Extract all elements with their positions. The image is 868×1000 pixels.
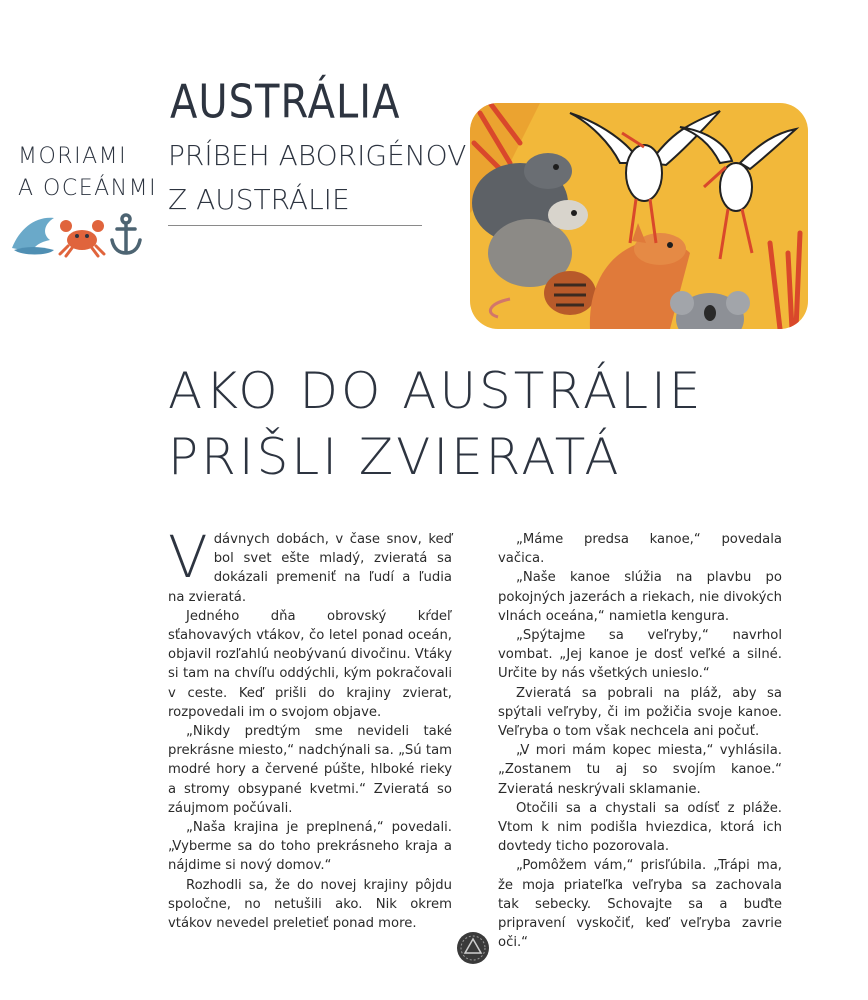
header-divider xyxy=(168,225,422,226)
anchor-icon xyxy=(112,215,140,253)
story-column-left xyxy=(168,523,452,933)
series-label-line-1: MORIAMI xyxy=(18,144,128,169)
story-paragraph-text: dávnych dobách, v čase snov, keď bol svet ešte mladý, zvieratá sa dokázali premeniť na ľudí a ľudia na zvieratá. xyxy=(168,532,452,605)
series-label-line-2: A OCEÁNMI xyxy=(18,176,158,201)
story-paragraph xyxy=(168,523,452,607)
story-paragraph: Zvieratá sa pobrali na pláž, aby sa spýtali veľryby, či im požičia svoje kanoe. Veľryba o tom však nechcela ani počuť. xyxy=(498,685,782,740)
wave-icon xyxy=(12,218,54,255)
story-column-right xyxy=(498,530,782,952)
story-paragraph: Jedného dňa obrovský kŕdeľ sťahovavých vtákov, čo letel ponad oceán, objavil rozľahlú neobývanú divočinu. Vtáky si tam na chvíľu oddýchli, kým pokračovali v ceste. Keď prišli do krajiny zvierat, rozpovedali im o svojom objave. xyxy=(168,608,452,720)
crab-icon xyxy=(60,220,104,256)
series-icons xyxy=(10,206,150,260)
story-paragraph: „Naša krajina je preplnená,“ povedali. „Vyberme sa do toho prekrásneho kraja a nájdime si nový domov.“ xyxy=(168,820,452,874)
story-paragraph: „Spýtajme sa veľryby,“ navrhol vombat. „Jej kanoe je dosť veľké a silné. Určite by nás všetkých unieslo.“ xyxy=(498,628,782,682)
subtitle-line-2: Z AUSTRÁLIE xyxy=(168,183,350,216)
koala-figure xyxy=(670,291,750,329)
subtitle-line-1: PRÍBEH ABORIGÉNOV xyxy=(168,139,467,172)
story-paragraph: „Naše kanoe slúžia na plavbu po pokojných jazerách a riekach, nie divokých vlnách oceána,“ namietla kengura. xyxy=(498,570,782,624)
story-paragraph: „Nikdy predtým sme nevideli také prekrásne miesto,“ nadchýnali sa. „Sú tam modré hory a červené púšte, hlboké rieky a stromy obsypané kvetmi.“ Zvieratá so záujmom počúvali. xyxy=(168,724,452,816)
story-headline xyxy=(168,358,768,490)
story-paragraph: Rozhodli sa, že do novej krajiny pôjdu spoločne, no netušili ako. Nik okrem vtákov nevedel preletieť ponad more. xyxy=(168,877,452,932)
animals-illustration xyxy=(470,103,808,329)
series-label xyxy=(18,141,158,205)
headline-line-1: AKO DO AUSTRÁLIE xyxy=(168,362,704,420)
story-paragraph: „V mori mám kopec miesta,“ vyhlásila. „Zostanem tu aj so svojím kanoe.“ Zvieratá neskrývali sklamanie. xyxy=(498,743,782,797)
story-subtitle xyxy=(168,134,467,222)
page-ornament-icon xyxy=(456,931,490,965)
headline-line-2: PRIŠLI ZVIERATÁ xyxy=(168,428,622,486)
story-paragraph: Otočili sa a chystali sa odísť z pláže. Vtom k nim podišla hviezdica, ktorá ich dovtedy ticho pozorovala. xyxy=(498,800,782,855)
story-paragraph: „Máme predsa kanoe,“ povedala vačica. xyxy=(498,532,782,567)
country-title: AUSTRÁLIA xyxy=(170,76,401,129)
story-paragraph: „Pomôžem vám,“ prisľúbila. „Trápi ma, že moja priateľka veľryba sa zachovala tak sebecky. Schovajte sa a buďte pripravení vyskočiť, keď veľryba zavrie oči.“ xyxy=(498,858,782,951)
drop-cap: V xyxy=(168,523,208,591)
